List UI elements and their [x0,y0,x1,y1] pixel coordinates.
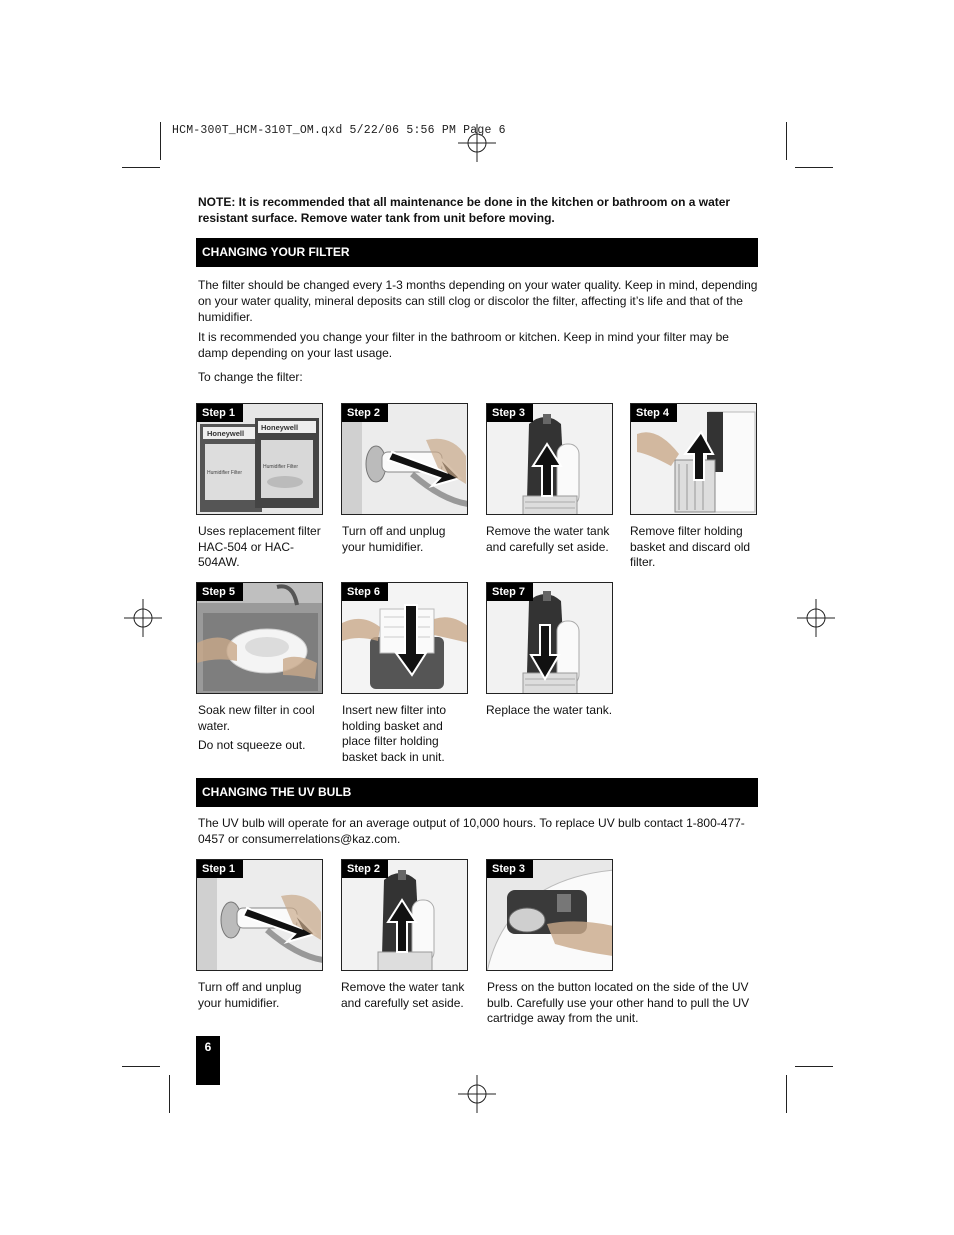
crop-mark [786,122,787,160]
filter-step-7-photo [486,582,613,694]
step-badge: Step 7 [487,583,533,601]
uv-step-1-photo [196,859,323,971]
crop-mark [786,1075,787,1113]
registration-mark-icon [124,599,162,637]
filter-step-1-photo [196,403,323,515]
registration-mark-icon [797,599,835,637]
registration-mark-icon [458,124,496,162]
crop-mark [160,122,161,160]
step-badge: Step 1 [197,404,243,422]
uv-step-2-photo [341,859,468,971]
product-label: Humidifier Filter [263,464,299,470]
crop-mark [169,1075,170,1113]
filter-step-5-photo [196,582,323,694]
step-badge: Step 4 [631,404,677,422]
crop-mark [122,167,160,168]
printer-slug: HCM-300T_HCM-310T_OM.qxd 5/22/06 5:56 PM Page 6 [172,124,506,137]
section-title-filter: CHANGING YOUR FILTER [196,238,758,267]
filter-step-5-caption-line-2: Do not squeeze out. [198,738,306,752]
filter-step-5-caption-line-1: Soak new filter in cool water. [198,703,315,733]
filter-step-3-photo [486,403,613,515]
page-number: 6 [196,1036,220,1085]
uv-step-3-photo [486,859,613,971]
filter-step-4-caption: Remove filter holding basket and discard old filter. [630,524,751,569]
uv-step-2-caption: Remove the water tank and carefully set aside. [341,980,465,1010]
filter-step-5-caption [198,703,328,754]
crop-mark [795,167,833,168]
filter-paragraph-3: To change the filter: [198,370,303,384]
filter-step-2-caption: Turn off and unplug your humidifier. [342,524,446,554]
filter-step-6-caption: Insert new filter into holding basket and place filter holding basket back in unit. [342,703,447,764]
brand-label: Honeywell [261,423,299,432]
step-badge: Step 1 [197,860,243,878]
step-badge: Step 3 [487,860,533,878]
crop-mark [795,1066,833,1067]
filter-step-2-photo [341,403,468,515]
section-title-uv-bulb: CHANGING THE UV BULB [196,778,758,807]
filter-paragraph-1: The filter should be changed every 1-3 months depending on your water quality. Keep in mind, depending on your water quality, mineral deposits can still clog or discolor the filter, affecting it’s life and that of the humidifier. [198,278,758,324]
crop-mark [122,1066,160,1067]
product-label: Humidifier Filter [207,470,243,476]
step-badge: Step 5 [197,583,243,601]
step-badge: Step 3 [487,404,533,422]
step-badge: Step 2 [342,404,388,422]
registration-mark-icon [458,1075,496,1113]
filter-step-4-photo [630,403,757,515]
step-badge: Step 2 [342,860,388,878]
filter-paragraph-2: It is recommended you change your filter in the bathroom or kitchen. Keep in mind your filter may be damp depending on your last usage. [198,330,729,360]
uv-step-1-caption: Turn off and unplug your humidifier. [198,980,302,1010]
filter-step-1-caption: Uses replacement filter HAC-504 or HAC-504AW. [198,524,321,569]
maintenance-note: NOTE: It is recommended that all maintenance be done in the kitchen or bathroom on a water resistant surface. Remove water tank from unit before moving. [198,195,731,225]
brand-label: Honeywell [207,429,245,438]
filter-step-6-photo [341,582,468,694]
filter-step-7-caption: Replace the water tank. [486,703,613,717]
uv-paragraph-1: The UV bulb will operate for an average output of 10,000 hours. To replace UV bulb contact 1-800-477-0457 or consumerrelations@kaz.com. [198,816,745,846]
uv-step-3-caption: Press on the button located on the side of the UV bulb. Carefully use your other hand to pull the UV cartridge away from the unit. [487,980,750,1025]
step-badge: Step 6 [342,583,388,601]
filter-step-3-caption: Remove the water tank and carefully set aside. [486,524,610,554]
